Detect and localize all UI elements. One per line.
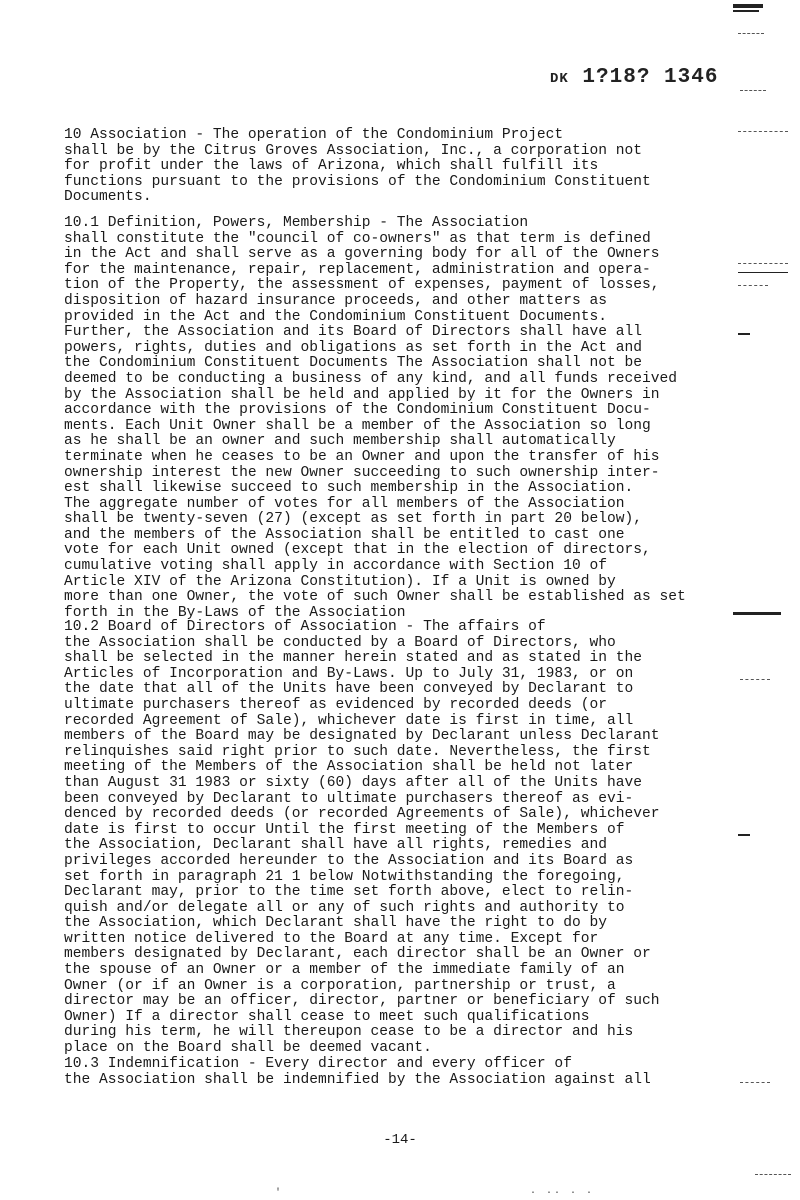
recording-stamp xyxy=(550,66,718,89)
text-line: the Association shall be conducted by a Board of Directors, who xyxy=(64,634,616,651)
text-line: and the members of the Association shall be entitled to cast one xyxy=(64,526,625,543)
text-line: date is first to occur Until the first meeting of the Members of xyxy=(64,821,625,838)
text-line: meeting of the Members of the Association shall be held not later xyxy=(64,759,634,776)
text-line: 10.3 Indemnification - Every director and every officer of xyxy=(64,1056,572,1072)
margin-mark xyxy=(738,333,750,335)
text-line: ownership interest the new Owner succeeding to such ownership inter- xyxy=(64,464,660,481)
text-line: shall constitute the "council of co-owners" as that term is defined xyxy=(64,230,651,247)
text-line: ultimate purchasers thereof as evidenced by recorded deeds (or xyxy=(64,696,607,713)
margin-mark xyxy=(738,272,788,273)
text-line: 10 Association - The operation of the Condominium Project xyxy=(64,127,564,143)
text-line: 10.1 Definition, Powers, Membership - The Association xyxy=(64,215,529,231)
text-line: Declarant may, prior to the time set forth above, elect to relin- xyxy=(64,884,634,901)
scan-speck: . .. . . xyxy=(530,1186,595,1197)
text-line: written notice delivered to the Board at any time. Except for xyxy=(64,930,599,947)
margin-dash xyxy=(740,90,766,91)
section-10-2-board-of-directors xyxy=(64,620,700,1057)
text-line: deemed to be conducting a business of any kind, and all funds received xyxy=(64,370,678,387)
margin-mark xyxy=(738,834,750,836)
text-line: privileges accorded hereunder to the Association and its Board as xyxy=(64,852,634,869)
scan-speck: ' xyxy=(275,1188,284,1199)
text-line: accordance with the provisions of the Condominium Constituent Docu- xyxy=(64,402,651,419)
section-10-1-definition xyxy=(64,216,700,621)
text-line: set forth in paragraph 21 1 below Notwithstanding the foregoing, xyxy=(64,868,625,885)
text-line: denced by recorded deeds (or recorded Agreements of Sale), whichever xyxy=(64,806,660,823)
text-line: functions pursuant to the provisions of the Condominium Constituent xyxy=(64,173,651,190)
text-line: members of the Board may be designated by Declarant unless Declarant xyxy=(64,728,660,745)
margin-dash xyxy=(738,33,764,34)
text-line: tion of the Property, the assessment of expenses, payment of losses, xyxy=(64,277,660,294)
text-line: Articles of Incorporation and By-Laws. Up to July 31, 1983, or on xyxy=(64,665,634,682)
text-line: Further, the Association and its Board of Directors shall have all xyxy=(64,324,643,341)
text-line: Article XIV of the Arizona Constitution). If a Unit is owned by xyxy=(64,573,616,590)
text-line: in the Act and shall serve as a governing body for all of the Owners xyxy=(64,246,660,263)
text-line: ments. Each Unit Owner shall be a member of the Association so long xyxy=(64,417,651,434)
text-line: the Association shall be indemnified by the Association against all xyxy=(64,1071,651,1088)
text-line: director may be an officer, director, partner or beneficiary of such xyxy=(64,993,660,1010)
margin-dash xyxy=(738,263,788,264)
text-line: shall be by the Citrus Groves Association, Inc., a corporation not xyxy=(64,142,643,159)
text-line: shall be selected in the manner herein stated and as stated in the xyxy=(64,650,643,667)
text-line: disposition of hazard insurance proceeds, and other matters as xyxy=(64,292,607,309)
text-line: vote for each Unit owned (except that in the election of directors, xyxy=(64,542,651,559)
margin-dash xyxy=(740,1082,770,1083)
text-line: the Association, which Declarant shall have the right to do by xyxy=(64,915,607,932)
margin-mark xyxy=(733,4,763,8)
text-line: relinquishes said right prior to such date. Nevertheless, the first xyxy=(64,743,651,760)
margin-dash xyxy=(738,285,768,286)
text-line: the date that all of the Units have been conveyed by Declarant to xyxy=(64,681,634,698)
text-line: provided in the Act and the Condominium Constituent Documents. xyxy=(64,308,607,325)
recording-prefix: DK xyxy=(550,71,569,87)
text-line: Owner) If a director shall cease to meet such qualifications xyxy=(64,1008,590,1025)
text-line: for the maintenance, repair, replacement, administration and opera- xyxy=(64,261,651,278)
recording-number: 1?18? 1346 xyxy=(582,66,719,89)
text-line: the Association, Declarant shall have all rights, remedies and xyxy=(64,837,607,854)
text-line: members designated by Declarant, each director shall be an Owner or xyxy=(64,946,651,963)
text-line: quish and/or delegate all or any of such rights and authority to xyxy=(64,899,625,916)
text-line: The aggregate number of votes for all members of the Association xyxy=(64,495,625,512)
text-line: during his term, he will thereupon cease to be a director and his xyxy=(64,1024,634,1041)
section-10-association xyxy=(64,128,700,206)
text-line: Owner (or if an Owner is a corporation, partnership or trust, a xyxy=(64,977,616,994)
text-line: as he shall be an owner and such membership shall automatically xyxy=(64,433,616,450)
text-line: for profit under the laws of Arizona, which shall fulfill its xyxy=(64,158,599,175)
text-line: the spouse of an Owner or a member of the immediate family of an xyxy=(64,962,625,979)
margin-dash xyxy=(738,131,788,132)
text-line: place on the Board shall be deemed vacant. xyxy=(64,1040,432,1057)
text-line: than August 31 1983 or sixty (60) days after all of the Units have xyxy=(64,774,643,791)
text-line: the Condominium Constituent Documents The Association shall not be xyxy=(64,355,643,372)
margin-mark xyxy=(733,10,759,12)
text-line: est shall likewise succeed to such membership in the Association. xyxy=(64,480,634,497)
text-line: forth in the By-Laws of the Association xyxy=(64,604,406,621)
text-line: terminate when he ceases to be an Owner and upon the transfer of his xyxy=(64,448,660,465)
text-line: more than one Owner, the vote of such Owner shall be established as set xyxy=(64,589,686,606)
text-line: by the Association shall be held and applied by it for the Owners in xyxy=(64,386,660,403)
section-10-3-indemnification xyxy=(64,1057,700,1088)
text-line: shall be twenty-seven (27) (except as set forth in part 20 below), xyxy=(64,511,643,528)
text-line: powers, rights, duties and obligations as set forth in the Act and xyxy=(64,339,643,356)
text-line: been conveyed by Declarant to ultimate purchasers thereof as evi- xyxy=(64,790,634,807)
page-number: -14- xyxy=(383,1132,417,1148)
margin-dash xyxy=(740,679,770,680)
text-line: Documents. xyxy=(64,189,152,206)
text-line: recorded Agreement of Sale), whichever date is first in time, all xyxy=(64,712,634,729)
text-line: 10.2 Board of Directors of Association - The affairs of xyxy=(64,619,546,635)
margin-mark xyxy=(733,612,781,615)
text-line: cumulative voting shall apply in accordance with Section 10 of xyxy=(64,558,607,575)
margin-dash xyxy=(755,1174,791,1175)
